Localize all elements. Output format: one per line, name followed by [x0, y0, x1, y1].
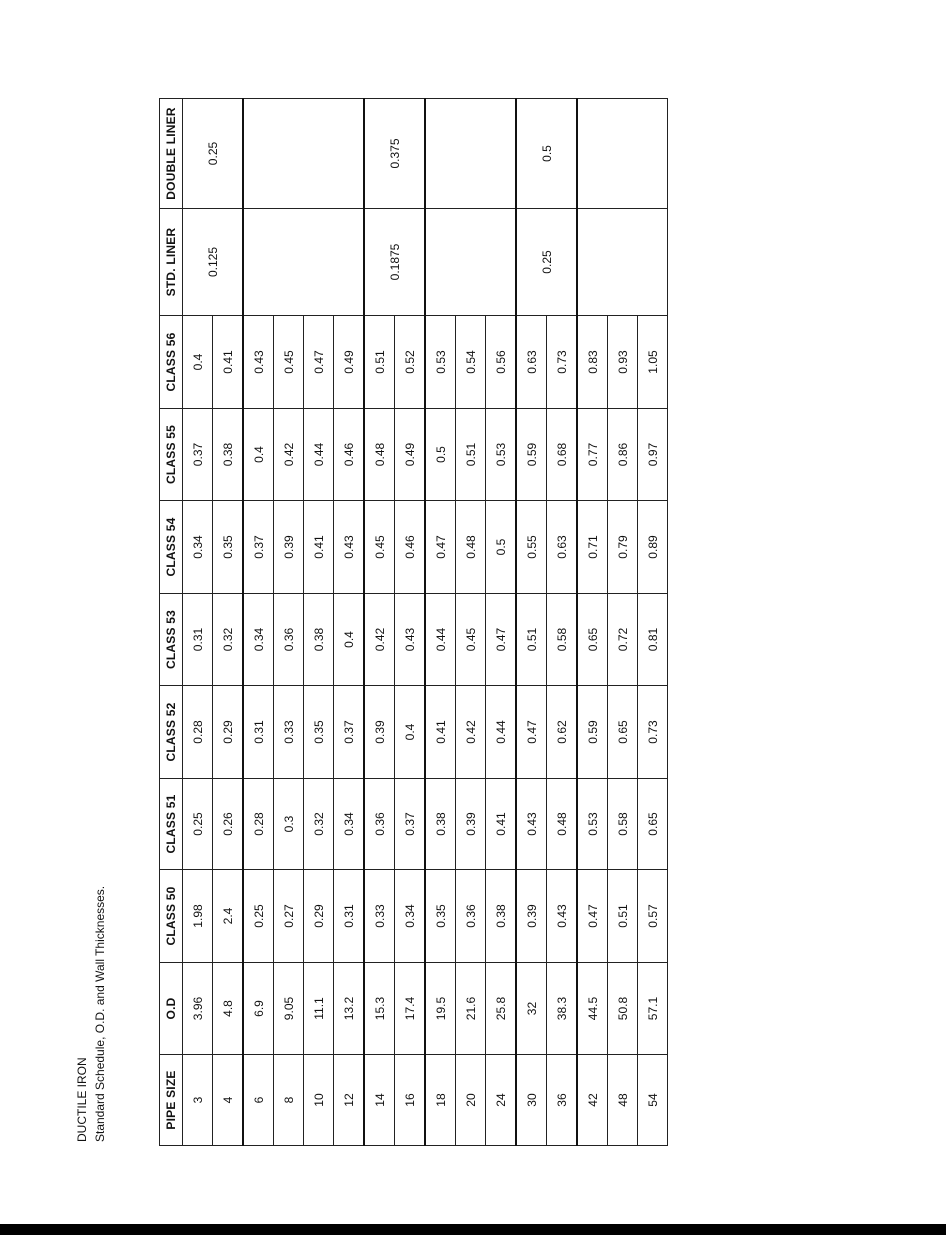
class-51-cell: 0.34: [395, 870, 426, 963]
od-cell: 11.1: [304, 963, 334, 1055]
header-class-52: CLASS 52: [160, 686, 183, 779]
header-double-liner: DOUBLE LINER: [160, 99, 183, 209]
class-56-cell: 0.49: [395, 409, 426, 501]
class-57-cell: 0.51: [364, 316, 395, 409]
class-53-cell: 0.73: [638, 686, 668, 779]
class-52-cell: 0.34: [334, 779, 365, 870]
pipe-size-cell: 3: [183, 1055, 213, 1146]
pipe-size-cell: 42: [577, 1055, 608, 1146]
class-56-cell: 0.5: [425, 409, 456, 501]
class-53-cell: 0.65: [608, 686, 638, 779]
class-55-cell: 0.39: [274, 501, 304, 594]
class-53-cell: 0.29: [213, 686, 244, 779]
header-class-55: CLASS 55: [160, 409, 183, 501]
table-row: [364, 99, 395, 1146]
class-54-cell: 0.72: [608, 594, 638, 686]
document-title-block: [75, 802, 115, 1142]
class-52-cell: 0.32: [304, 779, 334, 870]
std-liner-cell: [425, 209, 516, 316]
class-53-cell: 0.4: [395, 686, 426, 779]
table-row: [516, 99, 547, 1146]
class-54-cell: 0.4: [334, 594, 365, 686]
double-liner-cell: 0.5: [516, 99, 577, 209]
class-56-cell: 0.38: [213, 409, 244, 501]
class-57-cell: 0.45: [274, 316, 304, 409]
document-title: DUCTILE IRON: [75, 1057, 89, 1142]
std-liner-cell: 0.25: [516, 209, 577, 316]
class-53-cell: 0.31: [243, 686, 274, 779]
pipe-size-cell: 6: [243, 1055, 274, 1146]
od-cell: 25.8: [486, 963, 517, 1055]
class-54-cell: 0.38: [304, 594, 334, 686]
pipe-size-cell: 30: [516, 1055, 547, 1146]
pipe-size-cell: 48: [608, 1055, 638, 1146]
od-cell: 9.05: [274, 963, 304, 1055]
class-56-cell: 0.77: [577, 409, 608, 501]
od-cell: 15.3: [364, 963, 395, 1055]
table-row: [183, 99, 213, 1146]
od-cell: 57.1: [638, 963, 668, 1055]
class-56-cell: 0.44: [304, 409, 334, 501]
od-cell: 38.3: [547, 963, 578, 1055]
class-54-cell: 0.32: [213, 594, 244, 686]
header-class-54: CLASS 54: [160, 501, 183, 594]
class-53-cell: 0.35: [304, 686, 334, 779]
std-liner-cell: 0.1875: [364, 209, 425, 316]
class-56-cell: 0.42: [274, 409, 304, 501]
class-56-cell: 0.48: [364, 409, 395, 501]
class-57-cell: 0.52: [395, 316, 426, 409]
table-row: [577, 99, 608, 1146]
od-cell: 44.5: [577, 963, 608, 1055]
double-liner-cell: [425, 99, 516, 209]
class-57-cell: 0.54: [456, 316, 486, 409]
class-53-cell: 0.47: [516, 686, 547, 779]
table-header-row: [160, 99, 183, 1146]
class-51-cell: 1.98: [183, 870, 213, 963]
scan-bottom-edge: [0, 1224, 946, 1235]
class-51-cell: 0.36: [456, 870, 486, 963]
pipe-size-cell: 10: [304, 1055, 334, 1146]
od-cell: 32: [516, 963, 547, 1055]
class-54-cell: 0.65: [577, 594, 608, 686]
class-56-cell: 0.68: [547, 409, 578, 501]
class-51-cell: 0.27: [274, 870, 304, 963]
od-cell: 4.8: [213, 963, 244, 1055]
class-51-cell: 0.38: [486, 870, 517, 963]
class-57-cell: 0.53: [425, 316, 456, 409]
double-liner-cell: 0.375: [364, 99, 425, 209]
std-liner-cell: [577, 209, 668, 316]
class-57-cell: 1.05: [638, 316, 668, 409]
pipe-size-cell: 12: [334, 1055, 365, 1146]
class-51-cell: 0.47: [577, 870, 608, 963]
std-liner-cell: [243, 209, 364, 316]
pipe-size-cell: 18: [425, 1055, 456, 1146]
class-51-cell: 0.39: [516, 870, 547, 963]
pipe-size-cell: 36: [547, 1055, 578, 1146]
wall-thickness-table: [159, 98, 668, 1146]
table-row: [425, 99, 456, 1146]
class-55-cell: 0.47: [425, 501, 456, 594]
class-52-cell: 0.39: [456, 779, 486, 870]
class-51-cell: 0.25: [243, 870, 274, 963]
header-pipe-size: PIPE SIZE: [160, 1055, 183, 1146]
ductile-iron-table-container: [159, 109, 681, 1146]
class-54-cell: 0.34: [243, 594, 274, 686]
class-51-cell: 0.29: [304, 870, 334, 963]
class-51-cell: 0.33: [364, 870, 395, 963]
class-55-cell: 0.37: [243, 501, 274, 594]
class-57-cell: 0.47: [304, 316, 334, 409]
class-55-cell: 0.43: [334, 501, 365, 594]
class-56-cell: 0.51: [456, 409, 486, 501]
class-54-cell: 0.36: [274, 594, 304, 686]
pipe-size-cell: 24: [486, 1055, 517, 1146]
class-52-cell: 0.25: [183, 779, 213, 870]
od-cell: 6.9: [243, 963, 274, 1055]
class-53-cell: 0.59: [577, 686, 608, 779]
class-52-cell: 0.58: [608, 779, 638, 870]
class-57-cell: 0.83: [577, 316, 608, 409]
class-51-cell: 0.43: [547, 870, 578, 963]
class-57-cell: 0.93: [608, 316, 638, 409]
header-class-53: CLASS 53: [160, 594, 183, 686]
class-52-cell: 0.41: [486, 779, 517, 870]
header-class-50: CLASS 50: [160, 870, 183, 963]
class-53-cell: 0.42: [456, 686, 486, 779]
class-53-cell: 0.28: [183, 686, 213, 779]
class-51-cell: 0.57: [638, 870, 668, 963]
od-cell: 3.96: [183, 963, 213, 1055]
class-54-cell: 0.45: [456, 594, 486, 686]
class-52-cell: 0.28: [243, 779, 274, 870]
od-cell: 19.5: [425, 963, 456, 1055]
class-56-cell: 0.97: [638, 409, 668, 501]
class-57-cell: 0.43: [243, 316, 274, 409]
class-54-cell: 0.42: [364, 594, 395, 686]
class-55-cell: 0.71: [577, 501, 608, 594]
pipe-size-cell: 16: [395, 1055, 426, 1146]
class-52-cell: 0.43: [516, 779, 547, 870]
class-55-cell: 0.63: [547, 501, 578, 594]
class-56-cell: 0.37: [183, 409, 213, 501]
class-54-cell: 0.43: [395, 594, 426, 686]
class-57-cell: 0.63: [516, 316, 547, 409]
class-55-cell: 0.89: [638, 501, 668, 594]
header-std-liner: STD. LINER: [160, 209, 183, 316]
class-55-cell: 0.46: [395, 501, 426, 594]
class-55-cell: 0.5: [486, 501, 517, 594]
class-56-cell: 0.59: [516, 409, 547, 501]
class-54-cell: 0.44: [425, 594, 456, 686]
table-row: [243, 99, 274, 1146]
class-54-cell: 0.58: [547, 594, 578, 686]
double-liner-cell: [243, 99, 364, 209]
class-55-cell: 0.79: [608, 501, 638, 594]
class-53-cell: 0.41: [425, 686, 456, 779]
pipe-size-cell: 20: [456, 1055, 486, 1146]
class-51-cell: 0.51: [608, 870, 638, 963]
class-53-cell: 0.39: [364, 686, 395, 779]
class-52-cell: 0.37: [395, 779, 426, 870]
class-54-cell: 0.31: [183, 594, 213, 686]
class-53-cell: 0.33: [274, 686, 304, 779]
od-cell: 21.6: [456, 963, 486, 1055]
class-52-cell: 0.38: [425, 779, 456, 870]
class-53-cell: 0.62: [547, 686, 578, 779]
class-57-cell: 0.49: [334, 316, 365, 409]
class-56-cell: 0.46: [334, 409, 365, 501]
class-51-cell: 0.35: [425, 870, 456, 963]
header-class-51: CLASS 51: [160, 779, 183, 870]
pipe-size-cell: 14: [364, 1055, 395, 1146]
od-cell: 50.8: [608, 963, 638, 1055]
class-55-cell: 0.35: [213, 501, 244, 594]
double-liner-cell: [577, 99, 668, 209]
class-52-cell: 0.53: [577, 779, 608, 870]
class-55-cell: 0.55: [516, 501, 547, 594]
std-liner-cell: 0.125: [183, 209, 244, 316]
class-52-cell: 0.3: [274, 779, 304, 870]
od-cell: 17.4: [395, 963, 426, 1055]
class-55-cell: 0.34: [183, 501, 213, 594]
class-57-cell: 0.4: [183, 316, 213, 409]
class-54-cell: 0.81: [638, 594, 668, 686]
table-body: [183, 99, 668, 1146]
class-52-cell: 0.26: [213, 779, 244, 870]
class-54-cell: 0.51: [516, 594, 547, 686]
class-57-cell: 0.41: [213, 316, 244, 409]
class-53-cell: 0.37: [334, 686, 365, 779]
class-55-cell: 0.41: [304, 501, 334, 594]
class-52-cell: 0.48: [547, 779, 578, 870]
class-53-cell: 0.44: [486, 686, 517, 779]
class-54-cell: 0.47: [486, 594, 517, 686]
class-51-cell: 2.4: [213, 870, 244, 963]
document-subtitle: Standard Schedule, O.D. and Wall Thicknesses.: [93, 885, 107, 1142]
class-57-cell: 0.73: [547, 316, 578, 409]
class-56-cell: 0.4: [243, 409, 274, 501]
class-55-cell: 0.45: [364, 501, 395, 594]
header-class-56: CLASS 56: [160, 316, 183, 409]
class-52-cell: 0.36: [364, 779, 395, 870]
class-51-cell: 0.31: [334, 870, 365, 963]
class-56-cell: 0.53: [486, 409, 517, 501]
pipe-size-cell: 54: [638, 1055, 668, 1146]
double-liner-cell: 0.25: [183, 99, 244, 209]
class-52-cell: 0.65: [638, 779, 668, 870]
class-55-cell: 0.48: [456, 501, 486, 594]
pipe-size-cell: 8: [274, 1055, 304, 1146]
od-cell: 13.2: [334, 963, 365, 1055]
class-57-cell: 0.56: [486, 316, 517, 409]
class-56-cell: 0.86: [608, 409, 638, 501]
header-od: O.D: [160, 963, 183, 1055]
pipe-size-cell: 4: [213, 1055, 244, 1146]
